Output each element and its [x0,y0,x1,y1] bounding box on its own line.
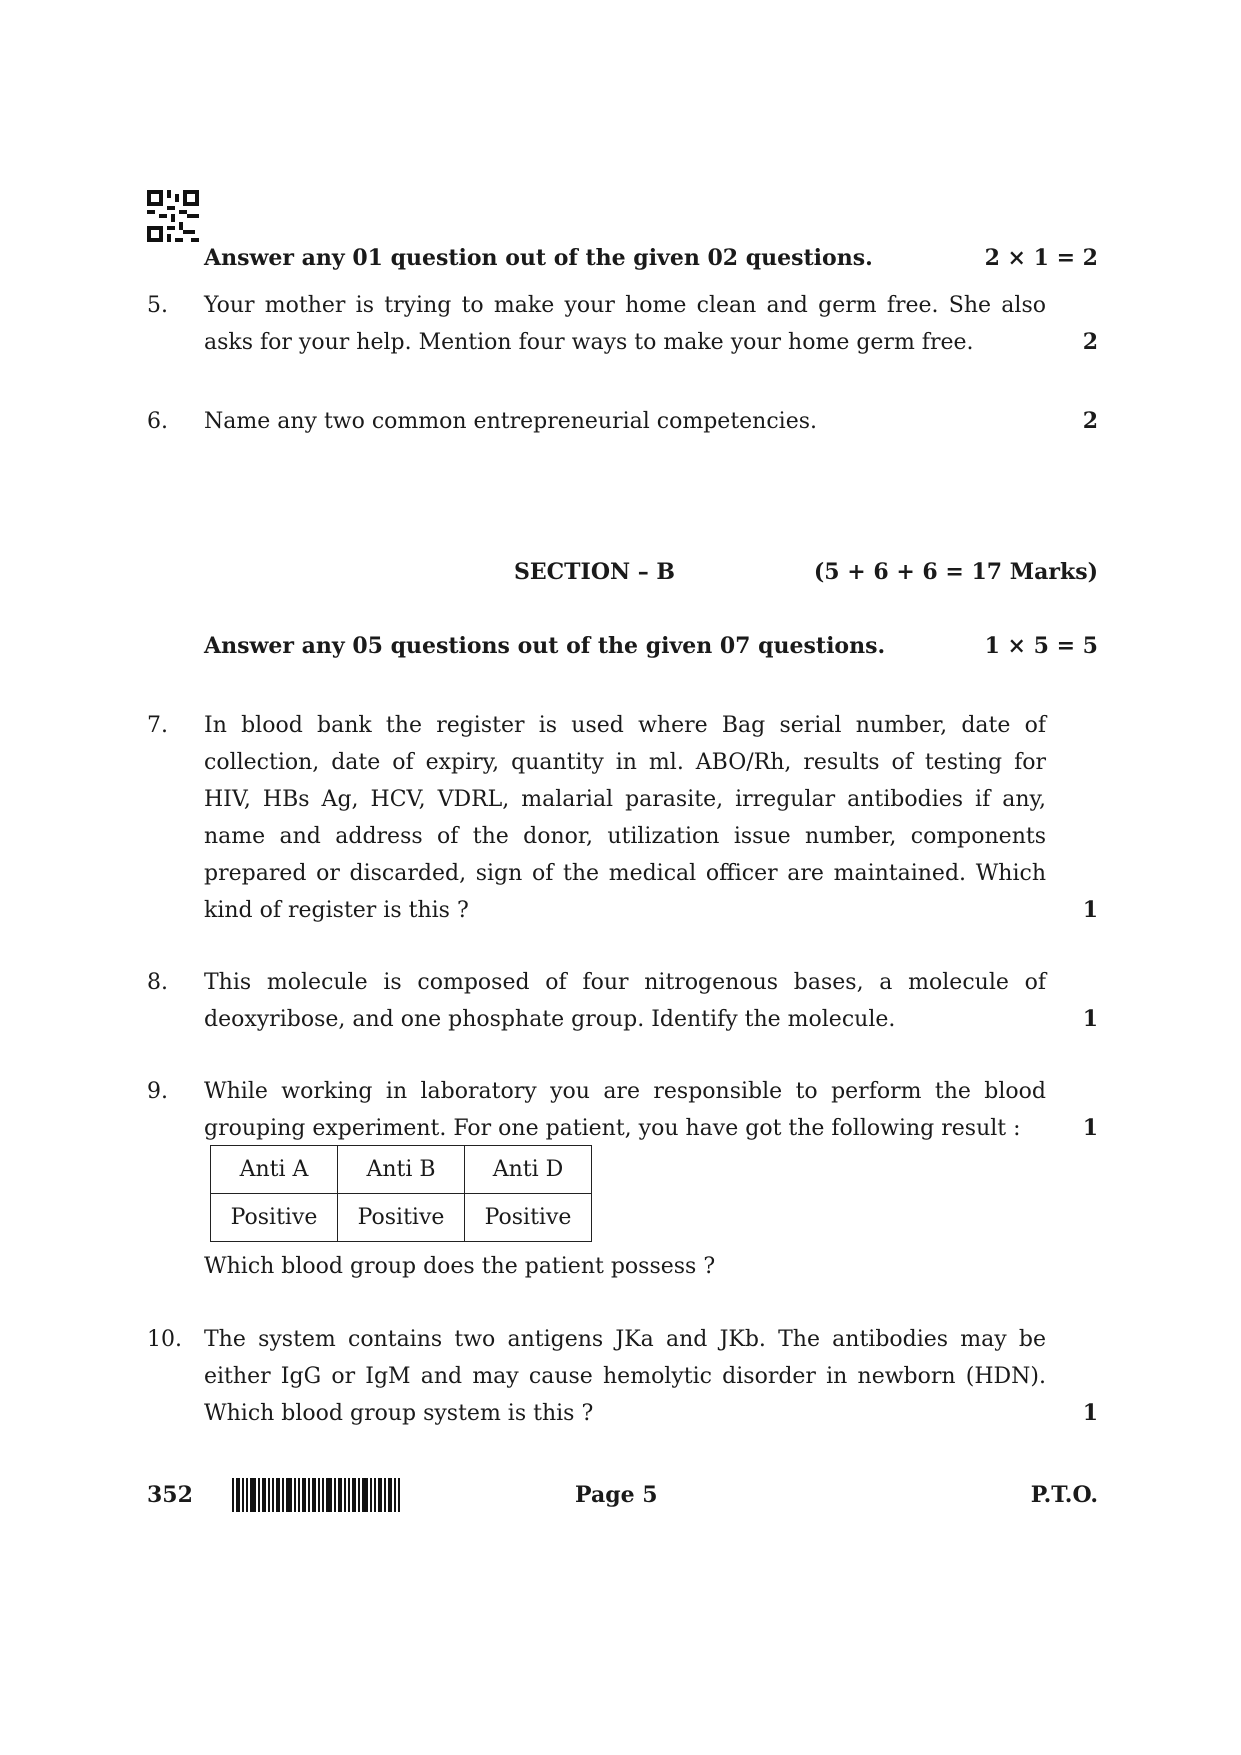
section-b-title: SECTION – B [514,559,676,585]
question-9-line-1: While working in laboratory you are responsible to perform the blood [204,1079,1046,1104]
question-10-marks: 1 [1082,1400,1098,1426]
question-7-text [204,707,1046,929]
question-number-9: 9. [147,1079,168,1104]
instruction-heading: Answer any 01 question out of the given 02 questions. [204,245,873,271]
section-b-instruction: Answer any 05 questions out of the given 07 questions. [204,633,886,659]
paper-code: 352 [147,1482,193,1508]
question-number-6: 6. [147,409,168,434]
question-7-line-4: name and address of the donor, utilization issue number, components [204,824,1046,849]
question-10-line-1: The system contains two antigens JKa and JKb. The antibodies may be [204,1327,1046,1352]
table-row [211,1194,592,1242]
table-header-cell: Anti D [465,1146,592,1194]
question-7-line-3: HIV, HBs Ag, HCV, VDRL, malarial parasite, irregular antibodies if any, [204,787,1046,812]
table-cell: Positive [338,1194,465,1242]
question-8-line-1: This molecule is composed of four nitrogenous bases, a molecule of [204,970,1046,995]
question-number-5: 5. [147,293,168,318]
question-10-line-2: either IgG or IgM and may cause hemolytic disorder in newborn (HDN). [204,1364,1046,1389]
question-8-marks: 1 [1082,1006,1098,1032]
instruction-marks: 2 × 1 = 2 [984,245,1098,271]
question-7-line-1: In blood bank the register is used where Bag serial number, date of [204,713,1046,738]
question-7-line-6: kind of register is this ? [204,898,469,923]
blood-group-table [210,1145,592,1242]
question-7-line-2: collection, date of expiry, quantity in ml. ABO/Rh, results of testing for [204,750,1046,775]
section-b-marks: (5 + 6 + 6 = 17 Marks) [813,559,1098,585]
question-5-line-1: Your mother is trying to make your home clean and germ free. She also [204,293,1046,318]
question-8-line-2: deoxyribose, and one phosphate group. Identify the molecule. [204,1007,896,1032]
table-cell: Positive [211,1194,338,1242]
question-10-text [204,1321,1046,1432]
question-7-marks: 1 [1082,897,1098,923]
question-7-line-5: prepared or discarded, sign of the medical officer are maintained. Which [204,861,1046,886]
question-number-8: 8. [147,970,168,995]
question-9-line-2: grouping experiment. For one patient, you have got the following result : [204,1116,1021,1141]
question-6-text: Name any two common entrepreneurial competencies. [204,409,818,434]
barcode-icon [232,1478,400,1512]
question-number-7: 7. [147,713,168,738]
question-5-line-2: asks for your help. Mention four ways to make your home germ free. [204,330,974,355]
qr-code-icon [147,190,199,242]
question-9-text [204,1073,1046,1147]
question-10-line-3: Which blood group system is this ? [204,1401,594,1426]
question-6-marks: 2 [1082,408,1098,434]
question-8-text [204,964,1046,1038]
table-header-row [211,1146,592,1194]
table-cell: Positive [465,1194,592,1242]
question-9-marks: 1 [1082,1115,1098,1141]
page-number: Page 5 [575,1482,658,1508]
question-5-marks: 2 [1082,329,1098,355]
question-5-text [204,287,1046,361]
table-header-cell: Anti B [338,1146,465,1194]
question-number-10: 10. [147,1327,182,1352]
please-turn-over: P.T.O. [1030,1482,1098,1508]
section-b-instruction-marks: 1 × 5 = 5 [984,633,1098,659]
table-header-cell: Anti A [211,1146,338,1194]
question-9-followup: Which blood group does the patient possess ? [204,1254,716,1279]
